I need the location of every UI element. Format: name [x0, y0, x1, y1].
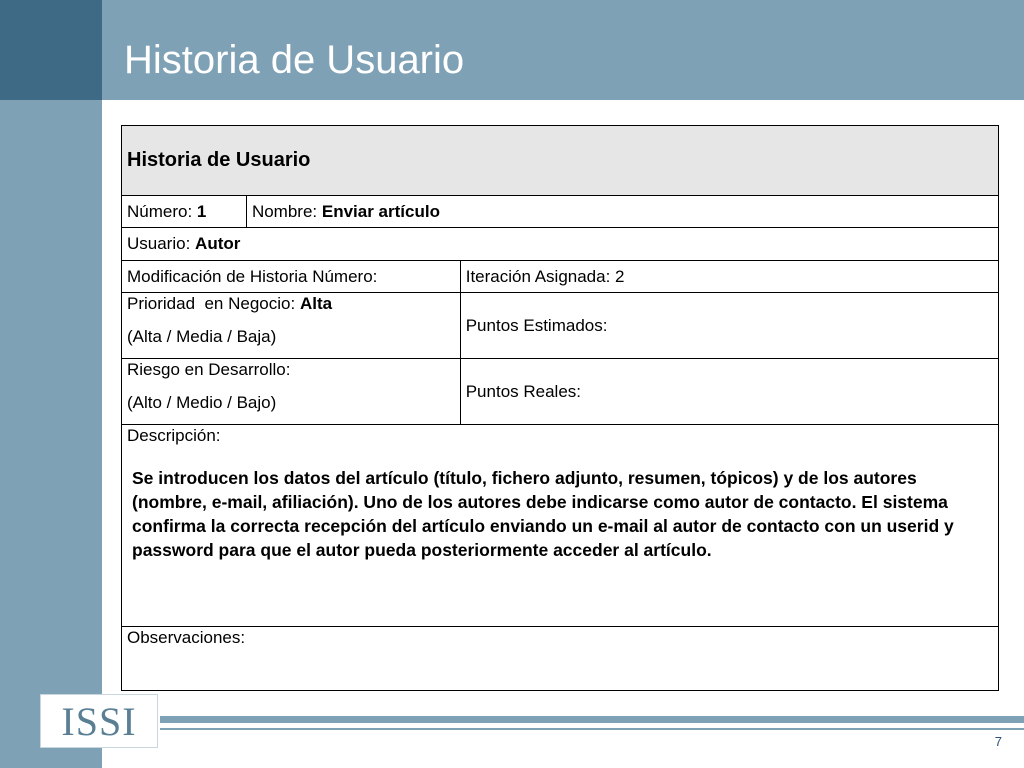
table-row: [122, 196, 999, 228]
usuario-value: Autor: [195, 234, 241, 253]
iteracion-cell: [460, 261, 998, 293]
nombre-label: Nombre:: [251, 201, 318, 221]
table-row: [122, 293, 999, 359]
table-row: [122, 627, 999, 691]
numero-cell: [122, 196, 247, 228]
observaciones-cell: [122, 627, 999, 691]
observaciones-label: Observaciones:: [127, 628, 246, 647]
table-row: [122, 359, 999, 425]
footer-rule: [160, 716, 1024, 723]
descripcion-text: Se introducen los datos del artículo (título, fichero adjunto, resumen, tópicos) y de los autores (nombre, e-mail, afiliación). Uno de los autores debe indicarse como autor de contacto. El sistema confirma la correcta recepción del artículo enviando un e-mail al autor de contacto con un userid y password para que el autor pueda posteriormente acceder al artículo.: [132, 468, 954, 560]
puntos-reales-label: Puntos Reales:: [465, 381, 582, 401]
usuario-cell: [122, 228, 999, 261]
nombre-value: Enviar artículo: [321, 201, 440, 221]
riesgo-label: Riesgo en Desarrollo:: [127, 360, 291, 379]
riesgo-hint: (Alto / Medio / Bajo): [127, 393, 277, 412]
nombre-cell: [246, 196, 998, 228]
table-title-cell: [122, 126, 999, 196]
table-row: [122, 261, 999, 293]
table-row: [122, 228, 999, 261]
numero-value: 1: [196, 201, 207, 221]
issi-logo: [40, 694, 158, 748]
user-story-table: [121, 125, 999, 691]
descripcion-label: Descripción:: [127, 426, 221, 445]
puntos-estimados-label: Puntos Estimados:: [465, 315, 608, 335]
table-row: [122, 425, 999, 627]
header-corner-block: [0, 0, 102, 100]
page-title: Historia de Usuario: [124, 38, 465, 82]
prioridad-cell: [122, 293, 461, 359]
descripcion-cell: [122, 425, 999, 627]
puntos-estimados-cell: [460, 293, 998, 359]
logo-text: ISSI: [61, 698, 137, 744]
table-title: Historia de Usuario: [127, 149, 311, 171]
iteracion-label: Iteración Asignada: 2: [465, 266, 625, 286]
riesgo-cell: [122, 359, 461, 425]
left-side-band: [0, 100, 102, 768]
footer-rule-thin: [160, 728, 1024, 730]
usuario-label: Usuario:: [127, 234, 191, 253]
table-header-row: [122, 126, 999, 196]
prioridad-hint: (Alta / Media / Baja): [127, 327, 277, 346]
modificacion-label: Modificación de Historia Número:: [127, 266, 378, 286]
prioridad-label: Prioridad en Negocio:: [127, 294, 296, 313]
modificacion-cell: [122, 261, 461, 293]
puntos-reales-cell: [460, 359, 998, 425]
prioridad-value: Alta: [299, 294, 333, 313]
page-number: 7: [994, 734, 1002, 749]
numero-label: Número:: [127, 201, 193, 221]
